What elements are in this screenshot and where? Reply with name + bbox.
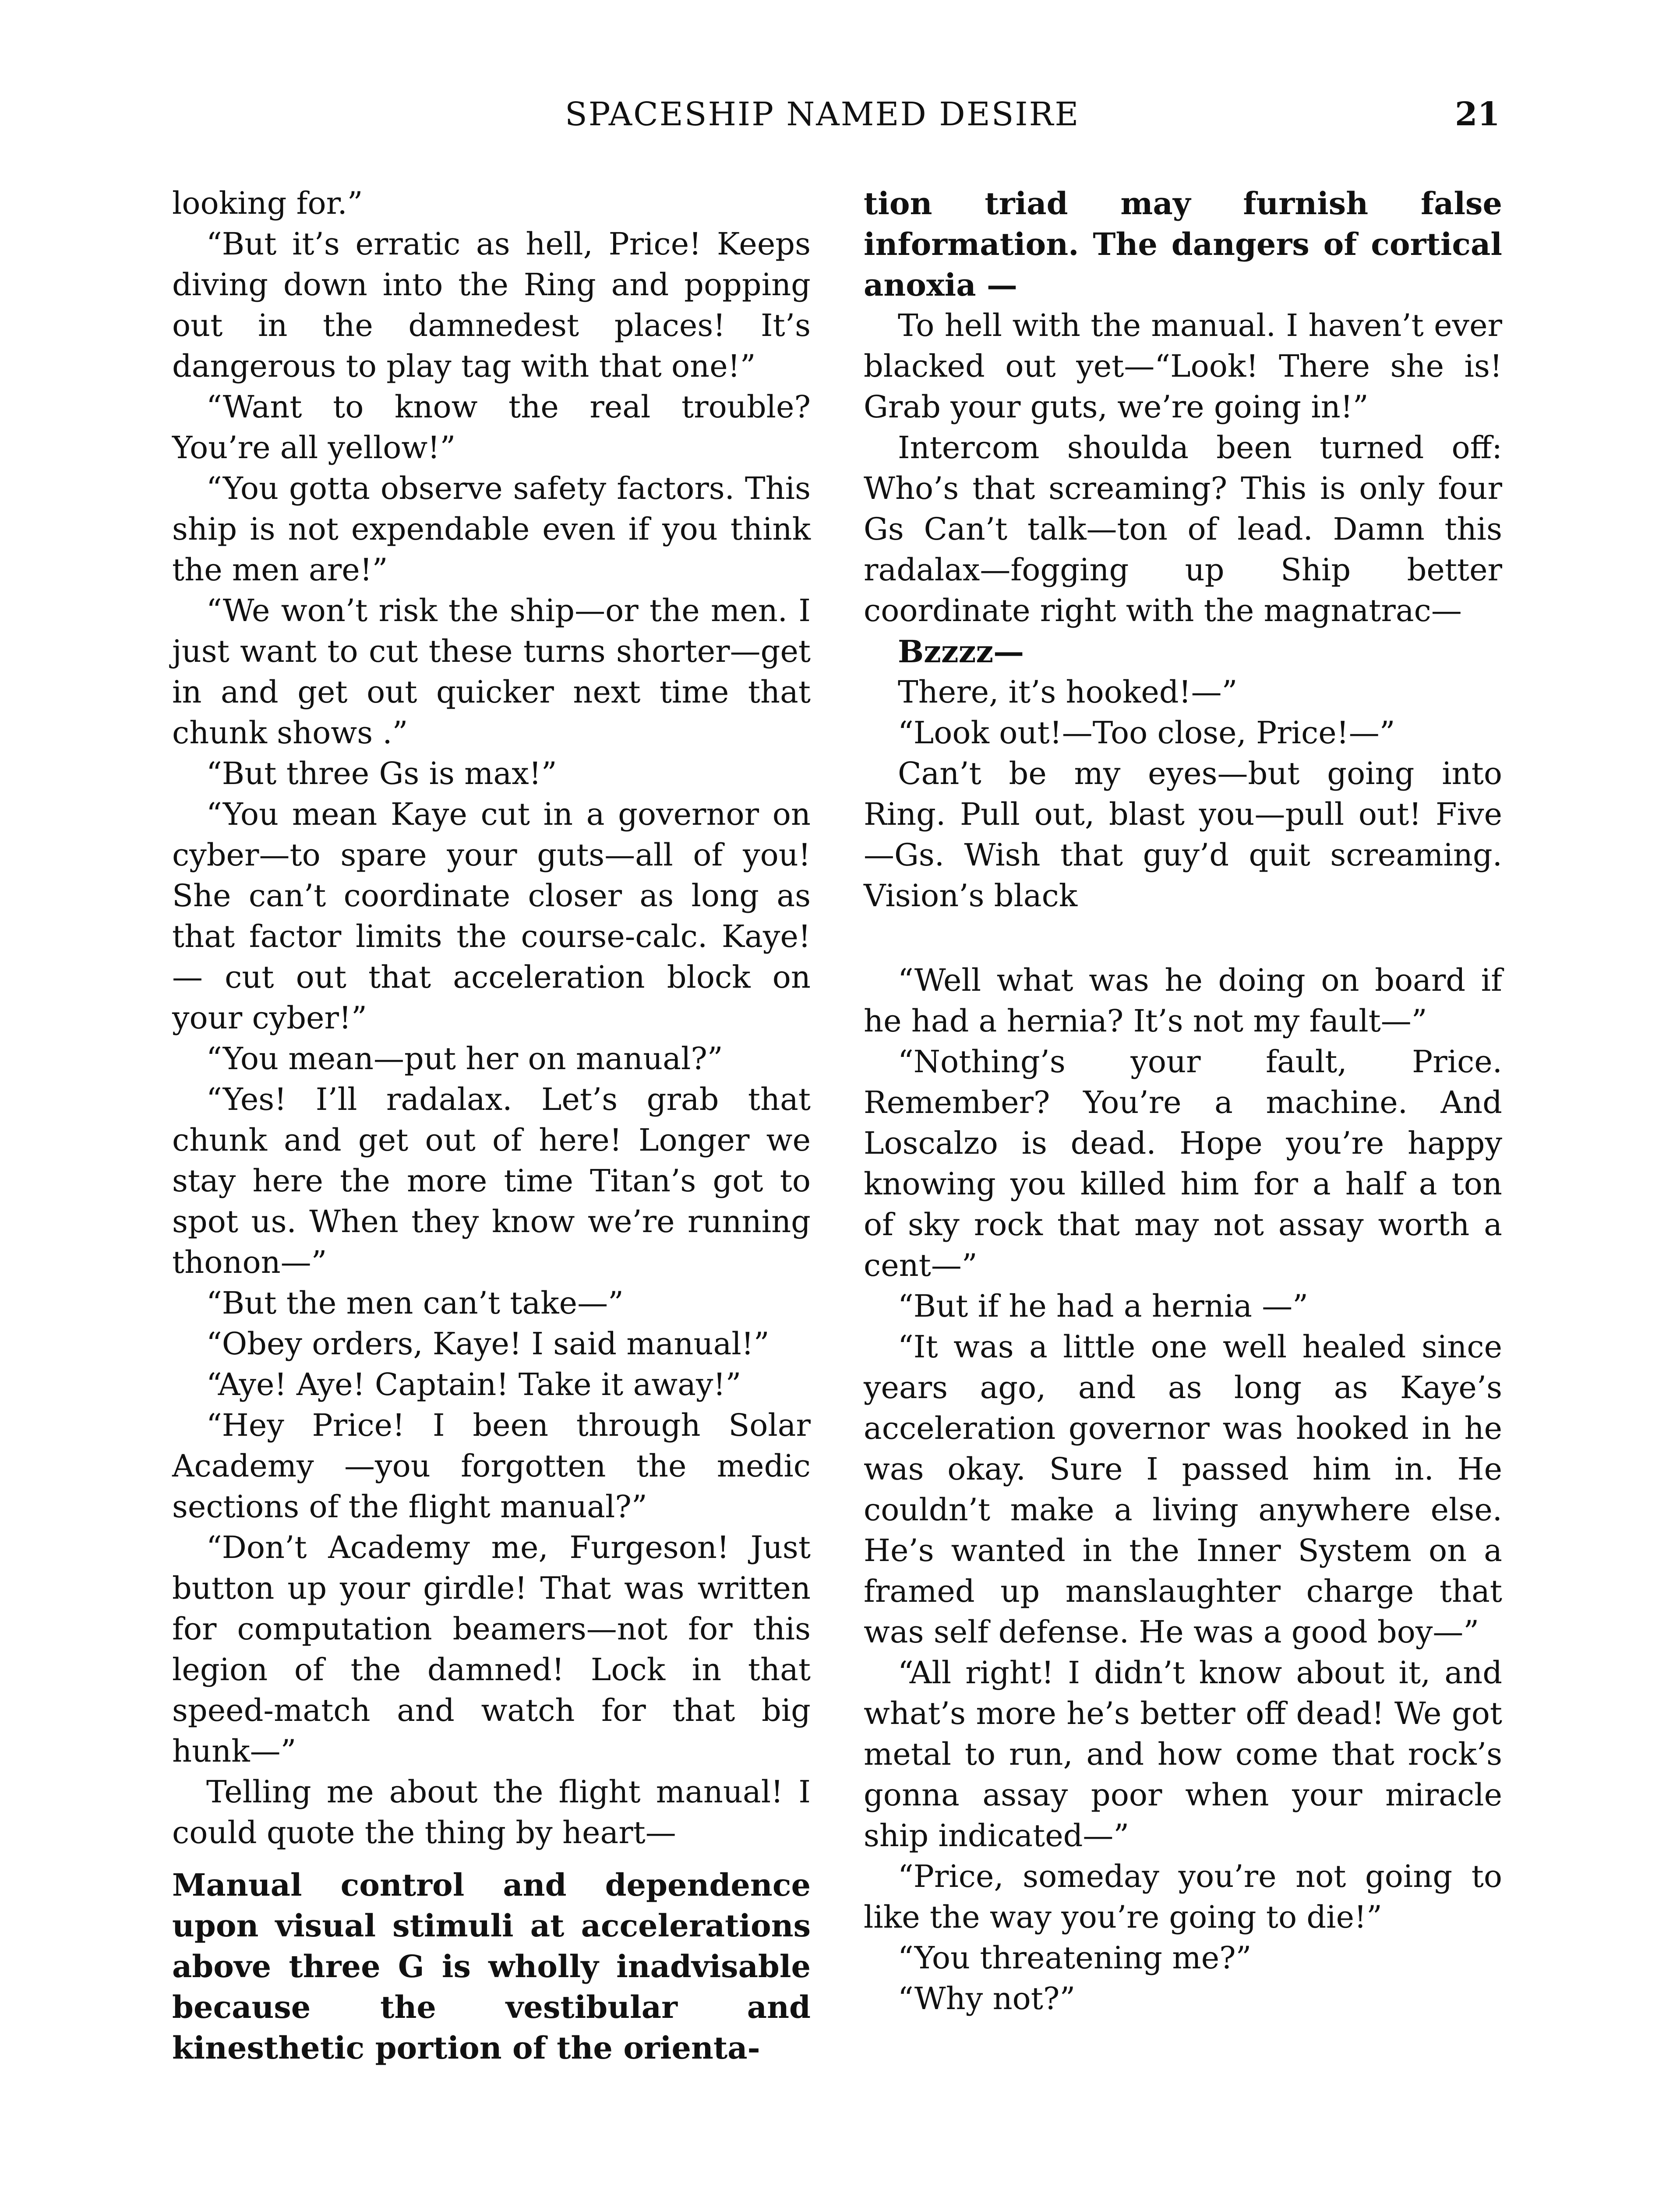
paragraph: “Why not?” <box>898 1981 1076 2017</box>
paragraph: “Hey Price! I been through Solar Academy —you forgotten the medic sections of the flight manual?” <box>172 1407 811 1525</box>
paragraph: There, it’s hooked!—” <box>898 674 1238 710</box>
paragraph: “Don’t Academy me, Furgeson! Just button up your girdle! That was written for computation beamers—not for this legion of the damned! Lock in that speed-match and watch for that big hunk—” <box>172 1529 811 1769</box>
paragraph: “Nothing’s your fault, Price. Remember? You’re a machine. And Loscalzo is dead. Hope you’re happy knowing you killed him for a half a ton of sky rock that may not assay worth a cent—” <box>864 1044 1502 1283</box>
paragraph: “But the men can’t take—” <box>206 1285 624 1321</box>
paragraph: “But it’s erratic as hell, Price! Keeps diving down into the Ring and popping out in the damnedest places! It’s dangerous to play tag with that one!” <box>172 226 811 384</box>
paragraph: “You mean—put her on manual?” <box>206 1041 723 1077</box>
paragraph: Intercom shoulda been turned off: Who’s that screaming? This is only four Gs Can’t talk—ton of lead. Damn this radalax—fogging up Ship better coordinate right with the magnatrac— <box>864 430 1502 629</box>
paragraph: Can’t be my eyes—but going into Ring. Pull out, blast you—pull out! Five—Gs. Wish that guy’d quit screaming. Vision’s black <box>864 756 1502 914</box>
paragraph: “But three Gs is max!” <box>206 756 557 791</box>
paragraph: “Yes! I’ll radalax. Let’s grab that chunk and get out of here! Longer we stay here the more time Titan’s got to spot us. When they know we’re running thonon—” <box>172 1081 811 1280</box>
paragraph: “You mean Kaye cut in a governor on cyber—to spare your guts—all of you! She can’t coordinate closer as long as that factor limits the course-calc. Kaye!— cut out that acceleration block on your cyber!” <box>172 796 811 1036</box>
paragraph: “Price, someday you’re not going to like the way you’re going to die!” <box>864 1858 1502 1935</box>
paragraph: “All right! I didn’t know about it, and what’s more he’s better off dead! We got metal to run, and how come that rock’s gonna assay poor when your miracle ship indicated—” <box>864 1655 1502 1854</box>
flight-manual-excerpt: Manual control and dependence upon visual stimuli at accelerations above three G is wholly inadvisable because the vestibular and kinesthetic portion of the orienta- <box>172 1867 811 2066</box>
right-column <box>864 183 1502 2019</box>
paragraph: looking for.” <box>172 185 363 221</box>
paragraph: “You threatening me?” <box>898 1940 1252 1976</box>
paragraph: “We won’t risk the ship—or the men. I just want to cut these turns shorter—get in and get out quicker next time that chunk shows .” <box>172 593 811 751</box>
paragraph: “You gotta observe safety factors. This ship is not expendable even if you think the men are!” <box>172 470 811 588</box>
paragraph: “Obey orders, Kaye! I said manual!” <box>206 1326 769 1362</box>
paragraph: “Look out!—Too close, Price!—” <box>898 715 1395 751</box>
paragraph: “Aye! Aye! Captain! Take it away!” <box>206 1367 741 1402</box>
sound-effect: Bzzzz— <box>898 633 1024 670</box>
paragraph: To hell with the manual. I haven’t ever blacked out yet—“Look! There she is! Grab your guts, we’re going in!” <box>864 307 1502 425</box>
paragraph: Telling me about the flight manual! I could quote the thing by heart— <box>172 1774 811 1851</box>
page-number: 21 <box>1455 95 1500 133</box>
flight-manual-excerpt-continued: tion triad may furnish false information. The dangers of cortical anoxia — <box>864 185 1502 303</box>
paragraph: “It was a little one well healed since years ago, and as long as Kaye’s acceleration governor was hooked in he was okay. Sure I passed him in. He couldn’t make a living anywhere else. He’s wanted in the Inner System on a framed up manslaughter charge that was self defense. He was a good boy—” <box>864 1329 1502 1650</box>
paragraph: “But if he had a hernia —” <box>898 1288 1309 1324</box>
left-column <box>172 183 811 2068</box>
paragraph: “Well what was he doing on board if he had a hernia? It’s not my fault—” <box>864 962 1502 1039</box>
paragraph: “Want to know the real trouble? You’re all yellow!” <box>172 389 811 466</box>
running-title: SPACESHIP NAMED DESIRE <box>565 95 1080 133</box>
